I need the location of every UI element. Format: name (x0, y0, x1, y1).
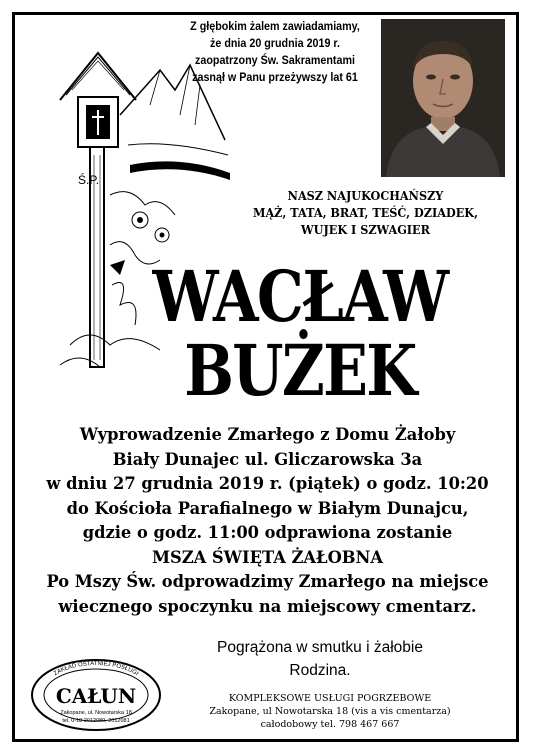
details-line: Biały Dunajec ul. Gliczarowska 3a (112, 449, 423, 469)
portrait-photo (381, 19, 505, 177)
company-phone: całodobowy tel. 798 467 667 (260, 719, 400, 730)
funeral-home-info (165, 692, 495, 731)
mourners-line: Rodzina. (289, 662, 351, 679)
details-line: w dniu 27 grudnia 2019 r. (piątek) o godz. 10:20 (46, 474, 489, 493)
logo-phone: tel. 0-18 2012080, 2012081 (62, 718, 130, 724)
relation-line: MĄŻ, TATA, BRAT, TEŚĆ, DZIADEK, (253, 205, 478, 220)
mourners-signature (200, 636, 440, 682)
mourners-line: Pogrążona w smutku i żałobie (217, 639, 423, 656)
deceased-last-name: BUŻEK (184, 329, 416, 412)
sp-label: Ś.P. (78, 173, 100, 187)
death-announcement-text (187, 18, 363, 86)
funeral-details (20, 423, 515, 619)
details-line: MSZA ŚWIĘTA ŻAŁOBNA (151, 547, 384, 567)
details-line: do Kościoła Parafialnego w Białym Dunajcu, (66, 498, 469, 518)
company-services: KOMPLEKSOWE USŁUGI POGRZEBOWE (228, 693, 432, 704)
intro-line: zasnął w Panu przeżywszy lat 61 (192, 70, 358, 84)
logo-address: Zakopane, ul. Nowotarska 18 (60, 710, 132, 716)
details-line: wiecznego spoczynku na miejscowy cmentarz. (58, 596, 477, 616)
deceased-first-name: WACŁAW (152, 255, 448, 338)
details-line: Po Mszy Św. odprowadzimy Zmarłego na miejsce (46, 572, 489, 591)
intro-line: zaopatrzony Św. Sakramentami (195, 53, 355, 67)
company-address: Zakopane, ul Nowotarska 18 (vis a vis cmentarza) (209, 706, 451, 717)
intro-line: Z głębokim żalem zawiadamiamy, (190, 19, 360, 33)
relation-line: NASZ NAJUKOCHAŃSZY (287, 188, 444, 203)
logo-brand: CAŁUN (55, 684, 137, 708)
intro-line: że dnia 20 grudnia 2019 r. (210, 36, 340, 50)
details-line: Wyprowadzenie Zmarłego z Domu Żałoby (79, 425, 456, 444)
funeral-home-logo (28, 657, 164, 733)
relation-text (241, 187, 490, 238)
relation-line: WUJEK I SZWAGIER (300, 222, 430, 237)
logo-top-text: ZAKŁAD OSTATNIEJ POSŁUGI (52, 660, 140, 678)
details-line: gdzie o godz. 11:00 odprawiona zostanie (82, 523, 453, 542)
